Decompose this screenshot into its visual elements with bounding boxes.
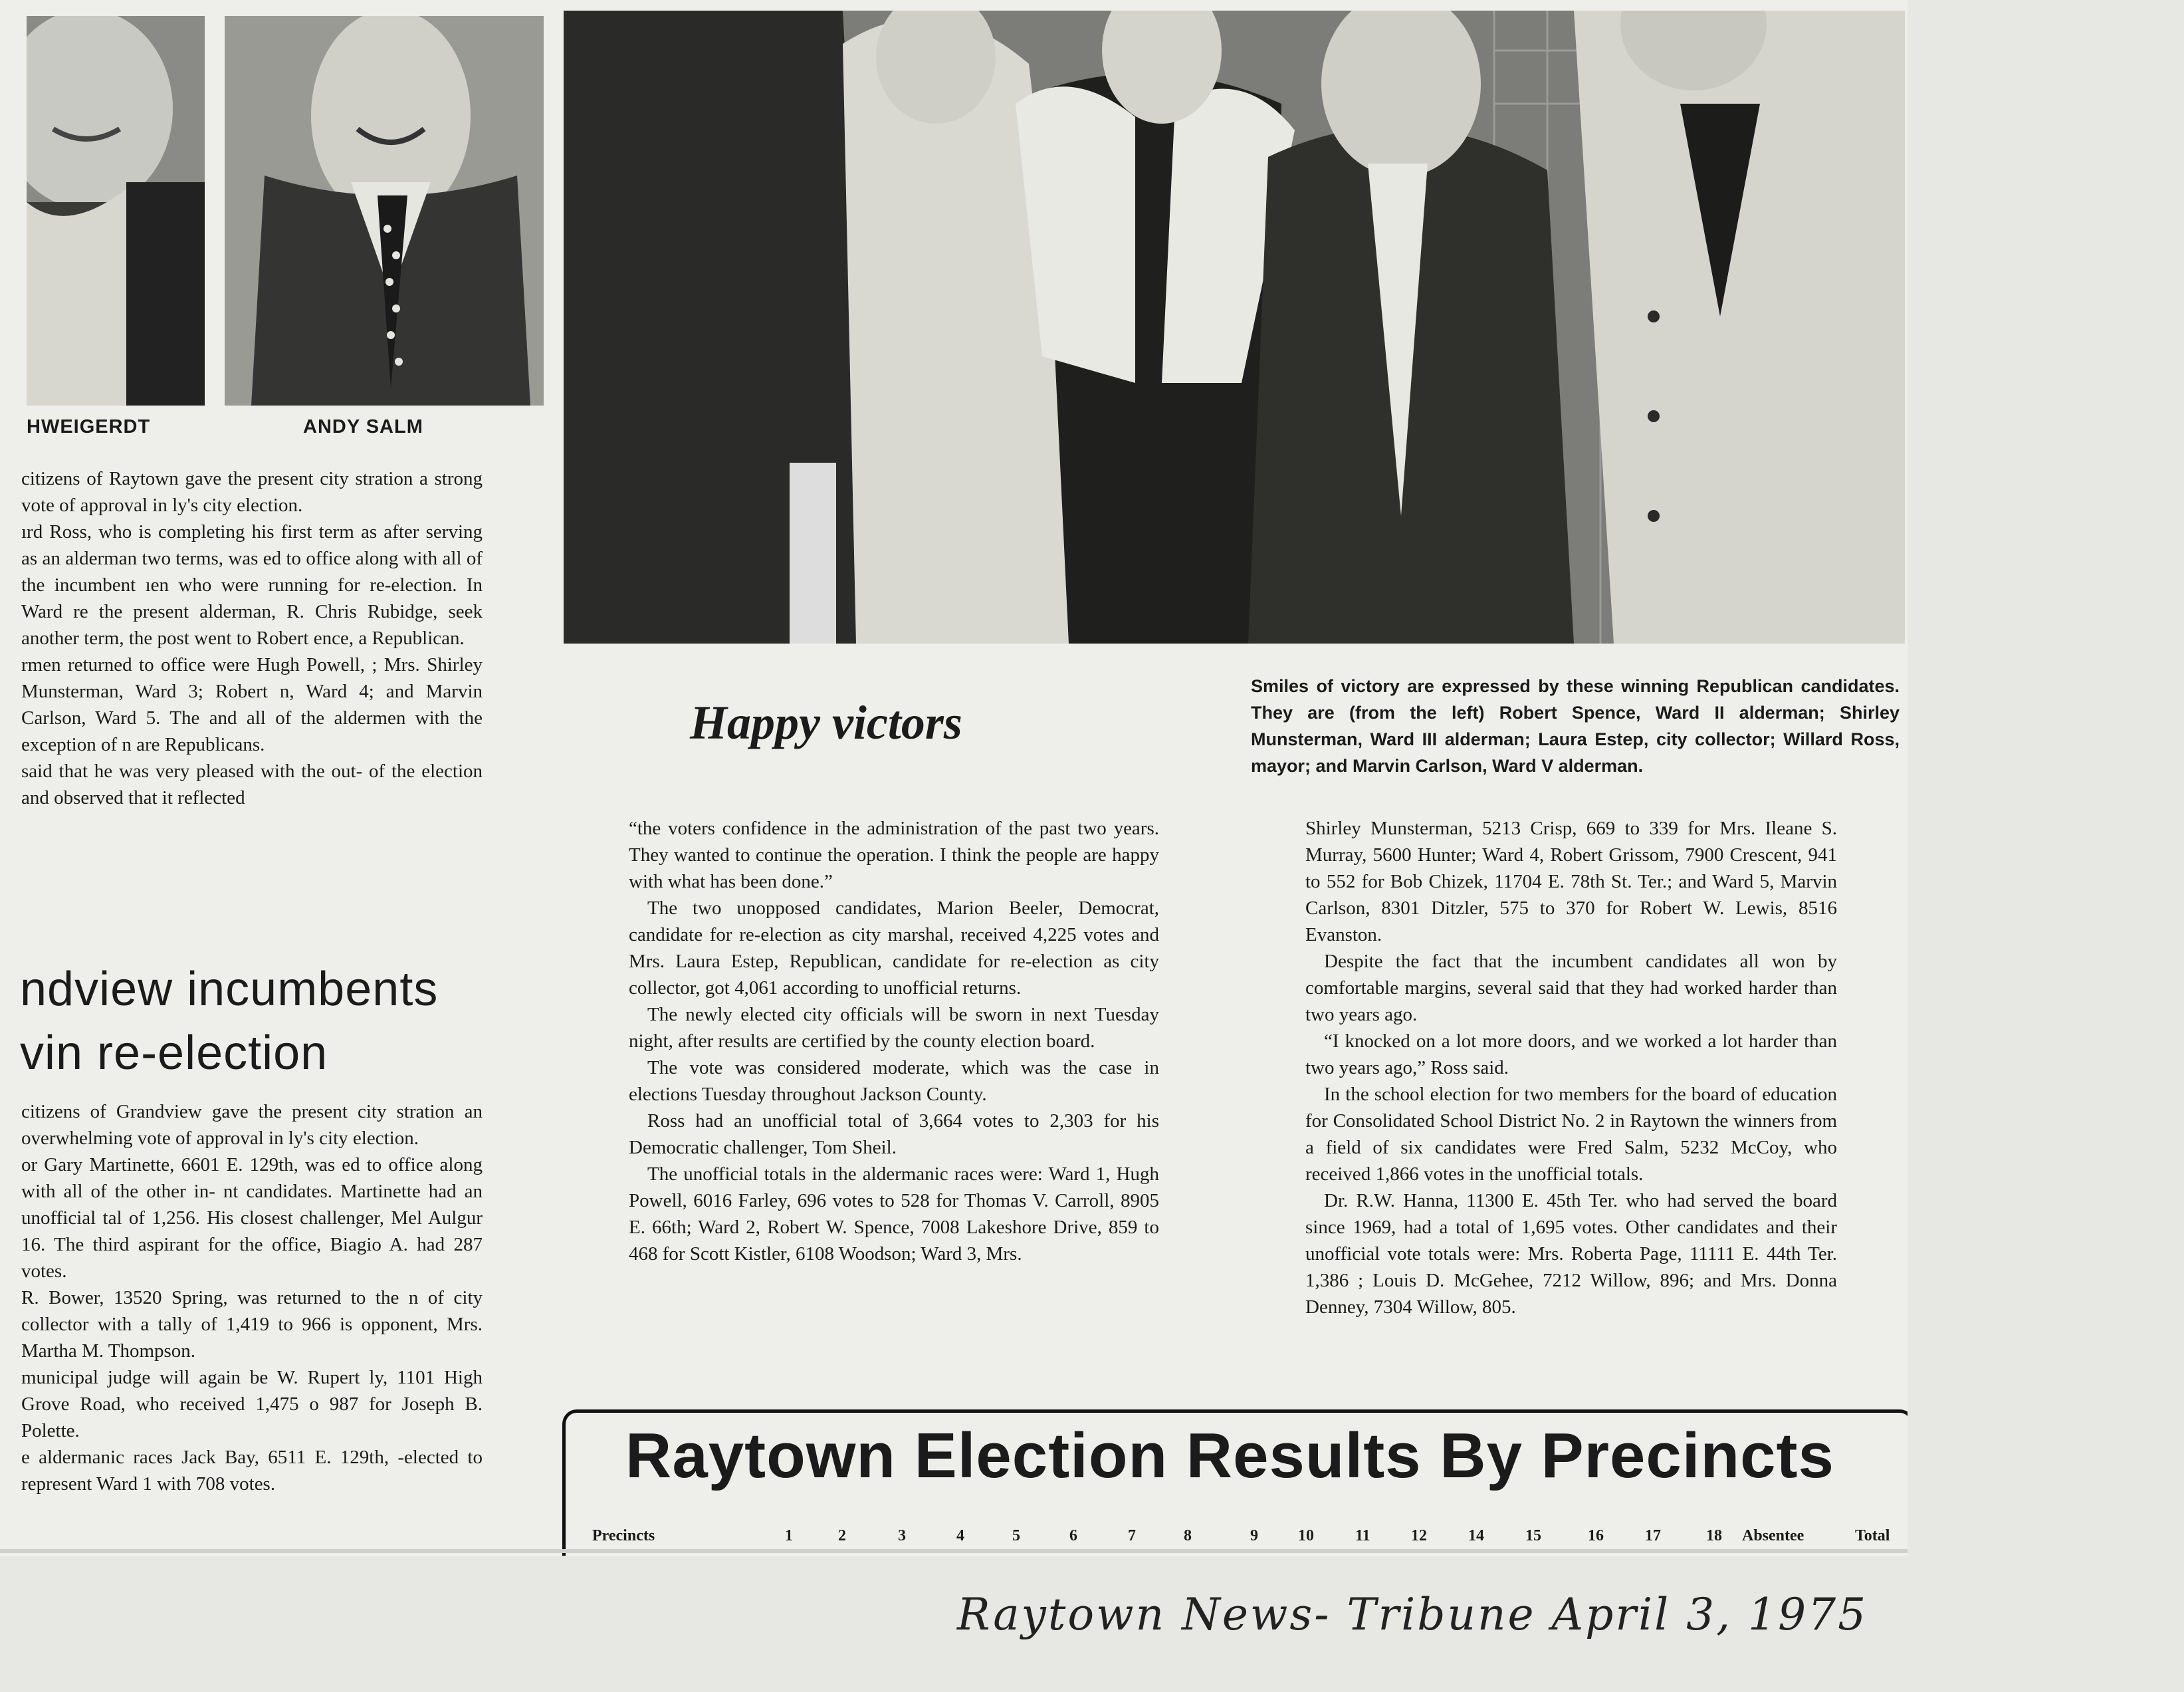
precinct-column: 1 [785, 1527, 793, 1544]
grandview-headline [20, 957, 438, 1085]
precinct-column: 18 [1706, 1527, 1722, 1544]
right-paragraph: Shirley Munsterman, 5213 Crisp, 669 to 339 for Mrs. Ileane S. Murray, 5600 Hunter; Ward 4, Robert Grissom, 7900 Crescent, 941 to 552 for Bob Chizek, 11704 E. 78th St. Ter.; and Ward 5, Marvin Carlson, 8301 Ditzler, 575 to 370 for Robert W. Lewis, 8516 Evanston. [1305, 818, 1837, 945]
precinct-column: 9 [1250, 1527, 1258, 1544]
grandview-paragraph: municipal judge will again be W. Rupert ly, 1101 High Grove Road, who received 1,475 o 987 for Joseph B. Polette. [21, 1367, 483, 1441]
portrait-schweigerdt [27, 16, 205, 406]
right-paragraph: In the school election for two members for the board of education for Consolidated School District No. 2 in Raytown the winners from a field of six candidates were Fred Salm, 5232 McCoy, who received 1,866 votes in the unofficial totals. [1305, 1084, 1837, 1185]
raytown-paragraph: rmen returned to office were Hugh Powell, ; Mrs. Shirley Munsterman, Ward 3; Robert n, Ward 4; and Marvin Carlson, Ward 5. The and all of the aldermen with the exception of n are Republicans. [21, 654, 483, 755]
group-photo-victors [564, 11, 1905, 644]
portrait-caption-left: HWEIGERDT [27, 416, 151, 437]
precinct-column: 8 [1184, 1527, 1192, 1544]
portrait-caption-right: ANDY SALM [303, 416, 423, 437]
results-title: Raytown Election Results By Precincts [625, 1420, 1834, 1491]
grandview-story [21, 1098, 483, 1497]
middle-paragraph: The newly elected city officials will be sworn in next Tuesday night, after results are certified by the county election board. [629, 1004, 1159, 1052]
precinct-column: 3 [898, 1527, 906, 1544]
portrait-andy-salm [225, 16, 544, 406]
grandview-paragraph: e aldermanic races Jack Bay, 6511 E. 129th, -elected to represent Ward 1 with 708 votes. [21, 1447, 483, 1495]
handwritten-source-note: Raytown News- Tribune April 3, 1975 [957, 1589, 1868, 1640]
grandview-paragraph: citizens of Grandview gave the present city stration an overwhelming vote of approval in ly's city election. [21, 1101, 483, 1149]
photo-caption: Smiles of victory are expressed by these winning Republican candidates. They are (from the left) Robert Spence, Ward II alderman; Shirley Munsterman, Ward III alderman; Laura Estep, city collector; Willard Ross, mayor; and Marvin Carlson, Ward V alderman. [1251, 676, 1900, 776]
photo-kicker: Happy victors [690, 696, 962, 749]
precinct-column: 6 [1069, 1527, 1077, 1544]
precinct-column: 2 [838, 1527, 846, 1544]
results-table [562, 1409, 1908, 1556]
raytown-paragraph: ırd Ross, who is completing his first term as after serving as an alderman two terms, was ed to office along with all of the incumbent ıen who were running for re-election. In Ward re the present alderman, R. Chris Rubidge, seek another term, the post went to Robert ence, a Republican. [21, 521, 483, 649]
precinct-column: 5 [1012, 1527, 1020, 1544]
precinct-column: 4 [956, 1527, 964, 1544]
raytown-paragraph: said that he was very pleased with the out- of the election and observed that it reflected [21, 761, 483, 808]
right-paragraph: “I knocked on a lot more doors, and we worked a lot harder than two years ago,” Ross said. [1305, 1030, 1837, 1078]
right-column [1305, 815, 1837, 1320]
precinct-column: 16 [1588, 1527, 1604, 1544]
right-paragraph: Despite the fact that the incumbent candidates all won by comfortable margins, several said that they had worked harder than two years ago. [1305, 951, 1837, 1025]
precinct-row-label: Precincts [592, 1527, 655, 1544]
precinct-column: 11 [1355, 1527, 1370, 1544]
grandview-paragraph: R. Bower, 13520 Spring, was returned to the n of city collector with a tally of 1,419 to 966 is opponent, Mrs. Martha M. Thompson. [21, 1287, 483, 1362]
middle-paragraph: Ross had an unofficial total of 3,664 votes to 2,303 for his Democratic challenger, Tom Sheil. [629, 1110, 1159, 1158]
raytown-story [21, 465, 483, 811]
middle-paragraph: “the voters confidence in the administration of the past two years. They wanted to continue the operation. I think the people are happy with what has been done.” [629, 818, 1159, 892]
middle-paragraph: The two unopposed candidates, Marion Beeler, Democrat, candidate for re-election as city marshal, received 4,225 votes and Mrs. Laura Estep, Republican, candidate for re-election as city collector, got 4,061 according to unofficial returns. [629, 898, 1159, 999]
precinct-column: 17 [1645, 1527, 1661, 1544]
precinct-column: Total [1855, 1527, 1890, 1544]
precinct-column: 14 [1468, 1527, 1484, 1544]
precinct-column: 15 [1525, 1527, 1541, 1544]
precinct-column: 7 [1128, 1527, 1136, 1544]
middle-column [629, 815, 1159, 1267]
raytown-paragraph: citizens of Raytown gave the present city stration a strong vote of approval in ly's city election. [21, 468, 483, 516]
middle-paragraph: The unofficial totals in the aldermanic races were: Ward 1, Hugh Powell, 6016 Farley, 696 votes to 528 for Thomas V. Carroll, 8905 E. 66th; Ward 2, Robert W. Spence, 7008 Lakeshore Drive, 859 to 468 for Scott Kistler, 6108 Woodson; Ward 3, Mrs. [629, 1163, 1159, 1265]
precinct-column: 12 [1411, 1527, 1427, 1544]
precinct-column: Absentee [1742, 1527, 1804, 1544]
grandview-headline-line2: vin re-election [20, 1027, 328, 1080]
middle-paragraph: The vote was considered moderate, which was the case in elections Tuesday throughout Jackson County. [629, 1057, 1159, 1105]
grandview-paragraph: or Gary Martinette, 6601 E. 129th, was ed to office along with all of the other in- nt candidates. Martinette had an unofficial tal of 1,256. His closest challenger, Mel Aulgur 16. The third aspirant for the office, Biagio A. had 287 votes. [21, 1154, 483, 1282]
clipping-edge [0, 1549, 1908, 1553]
grandview-headline-line1: ndview incumbents [20, 963, 439, 1016]
right-paragraph: Dr. R.W. Hanna, 11300 E. 45th Ter. who had served the board since 1969, had a total of 1,695 votes. Other candidates and their unofficial vote totals were: Mrs. Roberta Page, 11111 E. 44th Ter. 1,386 ; Louis D. McGehee, 7212 Willow, 896; and Mrs. Donna Denney, 7304 Willow, 805. [1305, 1190, 1837, 1318]
precinct-column: 10 [1298, 1527, 1314, 1544]
